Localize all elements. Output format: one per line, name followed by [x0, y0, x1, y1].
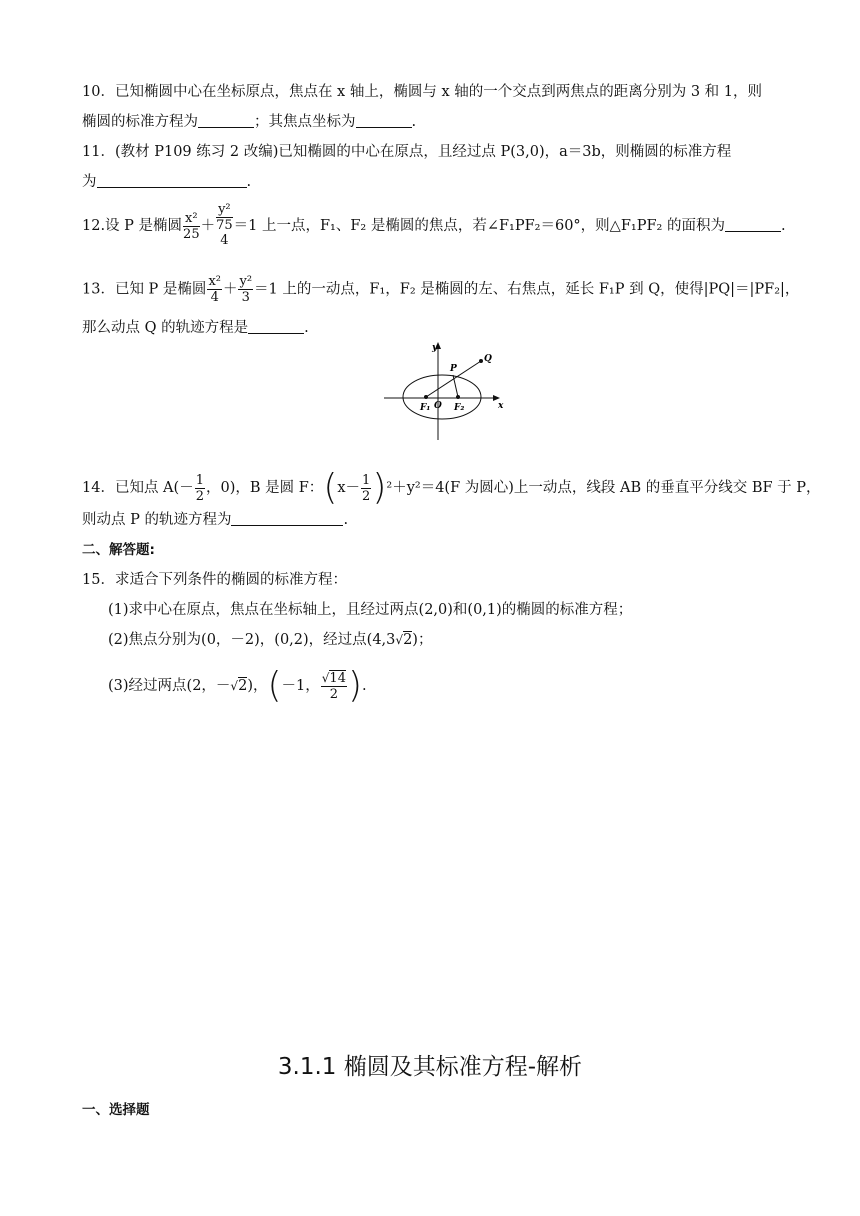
q13-line2: 那么动点 Q 的轨迹方程是 . [82, 320, 309, 336]
q14-line2: 则动点 P 的轨迹方程为 . [82, 512, 349, 528]
q-label: Q [484, 354, 492, 364]
q15-part2: (2)焦点分别为(0，－2)，(0,2)，经过点(4,3√2)； [108, 632, 433, 648]
q12-line: 12.设 P 是椭圆 $\frac{\text{x²}}{25}$ ＋ y² 75 4 ＝1 上一点，F₁、F₂ 是椭圆的焦点，若∠F₁PF₂＝60°，则△F₁PF₂ 的面积为 . [82, 202, 786, 248]
section-heading: 二、解答题: [82, 542, 155, 558]
origin-label: O [434, 401, 442, 411]
sqrt: √2 [230, 678, 248, 694]
answer-blank[interactable] [97, 173, 247, 188]
fraction: $\frac{\text{x²}}{25}$ [183, 210, 200, 242]
answer-blank[interactable] [725, 217, 781, 232]
fraction: $\frac{1}{2}$ [195, 472, 204, 504]
ellipse-figure [380, 340, 510, 444]
answer-blank[interactable] [198, 113, 254, 128]
f2-label: F₂ [454, 403, 465, 413]
y-axis-label: y [432, 343, 438, 353]
q15-part1: (1)求中心在原点，焦点在坐标轴上，且经过两点(2,0)和(0,1)的椭圆的标准方程； [108, 602, 633, 618]
p-label: P [450, 364, 457, 374]
answer-blank[interactable] [248, 319, 304, 334]
q10-line2: 椭圆的标准方程为 ；其焦点坐标为 . [82, 114, 417, 130]
q14-line1: 14．已知点 A(－ $\frac{1}{2}$ ，0)，B 是圆 F：(x－ $\frac{1}{2}$ )²＋y²＝4(F 为圆心)上一动点，线段 AB 的垂直平分线交 BF 于 P， [82, 467, 821, 508]
fraction: $\frac{√14}{2}$ [321, 670, 346, 702]
page-title: 3.1.1 椭圆及其标准方程-解析 [277, 1054, 583, 1080]
fraction: y² 75 4 [216, 202, 233, 248]
x-axis-label: x [498, 401, 504, 411]
fraction: $\frac{1}{2}$ [362, 472, 371, 504]
answer-blank[interactable] [231, 511, 343, 526]
section-heading: 一、选择题 [82, 1102, 150, 1118]
answer-blank[interactable] [356, 113, 412, 128]
q15-stem: 15．求适合下列条件的椭圆的标准方程： [82, 572, 347, 588]
q11-line1: 11．(教材 P109 练习 2 改编)已知椭圆的中心在原点，且经过点 P(3,0)，a＝3b，则椭圆的标准方程 [82, 144, 732, 160]
q15-part3: (3)经过两点(2，－√2)，(－1， $\frac{√14}{2}$ ). [108, 665, 367, 706]
q13-line1: 13．已知 P 是椭圆 $\frac{\text{x²}}{4}$ ＋ $\frac{\text{y²}}{3}$ ＝1 上的一动点，F₁，F₂ 是椭圆的左、右焦点，延长 F₁P 到 Q，使得|PQ|＝|PF₂|， [82, 274, 800, 305]
fraction: $\frac{\text{x²}}{4}$ [208, 274, 221, 305]
f1-label: F₁ [420, 403, 431, 413]
q10-line1: 10．已知椭圆中心在坐标原点，焦点在 x 轴上，椭圆与 x 轴的一个交点到两焦点的距离分别为 3 和 1，则 [82, 84, 763, 100]
sqrt: √2 [395, 632, 413, 648]
fraction: $\frac{\text{y²}}{3}$ [239, 274, 253, 305]
q11-line2: 为 . [82, 174, 252, 190]
